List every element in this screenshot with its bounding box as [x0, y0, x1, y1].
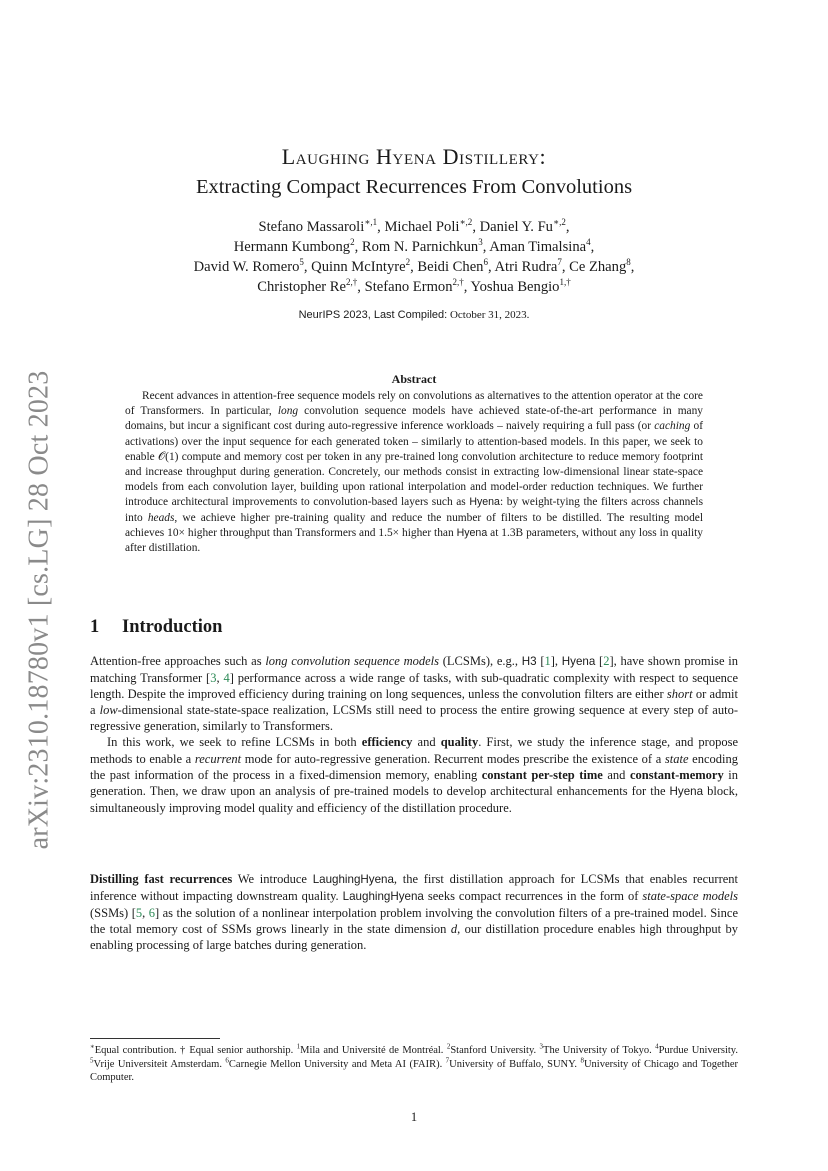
- paper-title: [90, 142, 738, 202]
- author: Hermann Kumbong: [233, 239, 351, 255]
- paragraph-heading: Distilling fast recurrences: [90, 872, 233, 886]
- model-name-hyena: Hyena: [561, 655, 596, 668]
- author: Stefano Massaroli: [258, 219, 365, 235]
- author: Beidi Chen: [417, 259, 484, 275]
- model-name-laughinghyena: LaughingHyena: [342, 890, 424, 904]
- author: Daniel Y. Fu: [479, 219, 553, 235]
- citation-link[interactable]: 5: [135, 906, 143, 921]
- paper-title-line-2: Extracting Compact Recurrences From Convolutions: [195, 176, 633, 198]
- citation-link[interactable]: 6: [148, 906, 155, 921]
- author: David W. Romero: [193, 259, 300, 275]
- paper-title-line-1: Laughing Hyena Distillery:: [281, 144, 547, 169]
- model-name-hyena: Hyena: [669, 784, 704, 798]
- author: Christopher Re: [257, 279, 347, 295]
- author-affiliation: 2,†: [452, 277, 464, 288]
- author-affiliation: 2: [350, 237, 355, 248]
- affiliations-footnote: ∗Equal contribution. † Equal senior authorship. $^1$Mila and Université de Montréal. $^2$Stanford University. $^3$The University of Tokyo. $^4$Purdue University. $^5$Vrije Universiteit Amsterdam. $^6$Carnegie Mellon University and Meta AI (FAIR). $^7$University of Buffalo, SUNY. $^8$University of Chicago and Together Computer.: [90, 1042, 738, 1084]
- citation-link[interactable]: 2: [603, 654, 610, 668]
- footnote-rule: [90, 1038, 220, 1039]
- abstract-body: [125, 389, 703, 556]
- author: Michael Poli: [384, 219, 460, 235]
- citation-link[interactable]: 4: [223, 671, 230, 686]
- model-name-laughinghyena: LaughingHyena: [312, 873, 394, 886]
- author-affiliation: ∗,1: [364, 217, 378, 228]
- author-affiliation: ∗,2: [552, 217, 566, 228]
- model-name-hyena: Hyena: [469, 496, 500, 509]
- intro-paragraph-1: Attention-free approaches such as long convolution sequence models (LCSMs), e.g., H3 [1], Hyena [2], have shown promise in matching Transformer [3, 4] performance across a wide range of tasks, with sub-quadratic complexity with respect to sequence length. Despite the improved efficiency during training on long sequences, unless the convolution filters are either short or admit a low-dimensional state-state-space realization, LCSMs still need to process the entire growing sequence at every step of auto-regressive generation, similarly to Transformers.: [90, 654, 739, 734]
- author-affiliation: ∗,2: [459, 217, 473, 228]
- model-name-h3: H3: [521, 655, 537, 668]
- author: Rom N. Parnichkun: [361, 239, 479, 255]
- big-o-math: 𝒪(1): [157, 450, 179, 463]
- author: Quinn McIntyre: [311, 259, 406, 275]
- author: Stefano Ermon: [364, 279, 453, 295]
- author-affiliation: 8: [626, 257, 631, 268]
- author: Ce Zhang: [569, 259, 627, 275]
- distilling-paragraph: Distilling fast recurrences We introduce LaughingHyena, the first distillation approach for LCSMs that enables recurrent inference without impacting downstream quality. LaughingHyena seeks compact recurrences in the form of state-space models (SSMs) [5, 6] as the solution of a nonlinear interpolation problem involving the convolution filters of a pre-trained model. Since the total memory cost of SSMs grows linearly in the state dimension d, our distillation procedure enables high throughput by enabling processing of large batches during generation.: [90, 872, 739, 953]
- author-affiliation: 2,†: [346, 277, 358, 288]
- arxiv-identifier-stamp: [20, 365, 58, 855]
- page-number: 1: [410, 1110, 418, 1124]
- venue-line: [90, 309, 738, 321]
- abstract-heading: Abstract: [391, 372, 437, 386]
- section-heading-introduction: [90, 617, 222, 638]
- author-affiliation: 3: [478, 237, 483, 248]
- venue-label: NeurIPS 2023, Last Compiled:: [298, 309, 448, 321]
- author-affiliation: 6: [483, 257, 488, 268]
- model-name-hyena: Hyena: [456, 526, 488, 539]
- author-list: Stefano Massaroli$^{∗,1}$, Michael Poli$^{∗,2}$, Daniel Y. $Fu^{∗,2}$, Hermann Kumbong$^2$, Rom N. Parnichkun$^3$, Aman Timalsina$^4$, David W. Romero$^5$, Quinn McIntyre$^2$, Beidi Chen$^6$, Atri Rudra$^7$, Ce Zhang$^8$, Christopher $Re^{2,\dagger}$, Stefano Ermon$^{2,\dagger}$, Yoshua Bengio$^{1,\dagger}$: [193, 217, 635, 295]
- author-affiliation: 5: [299, 257, 304, 268]
- author: Atri Rudra: [494, 259, 558, 275]
- author-affiliation: 7: [557, 257, 562, 268]
- intro-paragraph-2: In this work, we seek to refine LCSMs in both efficiency and quality. First, we study the inference stage, and propose methods to enable a recurrent mode for auto-regressive generation. Recurrent modes prescribe the existence of a state encoding the past information of the process in a fixed-dimension memory, enabling constant per-step time and constant-memory in generation. Then, we draw upon an analysis of pre-trained models to develop architectural enhancements for the Hyena block, simultaneously improving model quality and efficiency of the distillation procedure.: [90, 735, 739, 815]
- arxiv-identifier-text: arXiv:2310.18780v1 [cs.LG] 28 Oct 2023: [23, 370, 55, 850]
- compile-date: October 31, 2023.: [449, 309, 530, 321]
- section-number: 1: [90, 617, 100, 637]
- citation-link[interactable]: 3: [210, 671, 217, 686]
- abstract-paragraph: Recent advances in attention-free sequence models rely on convolutions as alternatives to the attention operator at the core of Transformers. In particular, long convolution sequence models have achieved state-of-the-art performance in many domains, but incur a significant cost during auto-regressive inference workloads – naively requiring a full pass (or caching of activations) over the input sequence for each generated token – similarly to attention-based models. In this paper, we seek to enable 𝒪(1) compute and memory cost per token in any pre-trained long convolution architecture to reduce memory footprint and increase throughput during generation. Concretely, our methods consist in extracting low-dimensional linear state-space models from each convolution layer, building upon rational interpolation and model-order reduction techniques. We further introduce architectural improvements to convolution-based layers such as Hyena: by weight-tying the filters across channels into heads, we achieve higher pre-training quality and reduce the number of filters to be distilled. The resulting model achieves 10× higher throughput than Transformers and 1.5× higher than Hyena at 1.3B parameters, without any loss in quality after distillation.: [125, 390, 704, 555]
- section-title: Introduction: [122, 617, 223, 637]
- citation-link[interactable]: 1: [544, 654, 551, 668]
- author: Yoshua Bengio: [470, 279, 560, 295]
- introduction-body: [90, 653, 738, 816]
- author: Aman Timalsina: [489, 239, 587, 255]
- author-affiliation: 4: [586, 237, 591, 248]
- author-affiliation: 2: [405, 257, 411, 268]
- author-affiliation: 1,†: [559, 277, 571, 288]
